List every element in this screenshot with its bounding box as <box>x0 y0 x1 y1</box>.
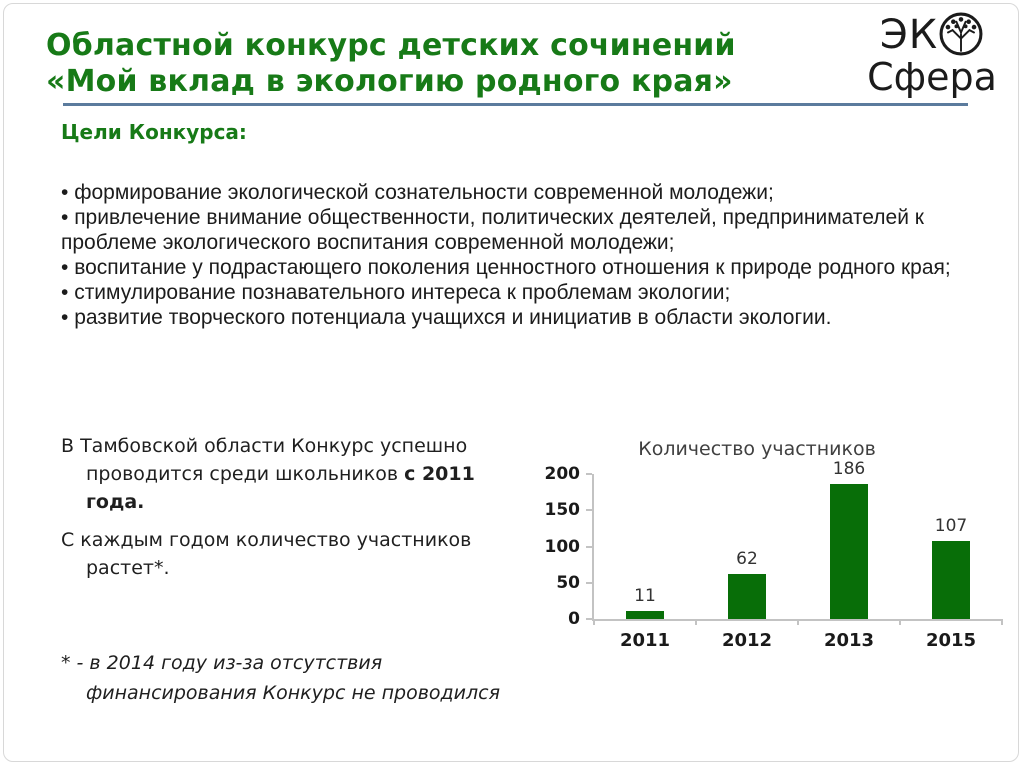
logo-text-ek: ЭК <box>879 12 939 58</box>
bar-value-label: 62 <box>736 549 758 569</box>
tree-globe-icon <box>938 12 984 58</box>
bar-group-2011 <box>594 474 696 619</box>
bar-2013 <box>830 484 868 619</box>
x-tick-mark <box>899 619 901 625</box>
chart-y-axis <box>534 464 592 629</box>
eco-sfera-logo <box>854 10 1010 97</box>
title-line-1: Областной конкурс детских сочинений <box>46 28 736 63</box>
x-axis-label: 2011 <box>619 630 671 651</box>
y-tick-label: 50 <box>556 572 580 593</box>
paragraph-history <box>61 432 511 516</box>
bar-group-2012 <box>696 474 798 619</box>
bar-2011 <box>626 611 664 619</box>
goal-item <box>61 255 981 280</box>
y-tick-label: 100 <box>544 536 580 557</box>
history-text-bold: с 2011 года. <box>86 463 475 513</box>
x-tick-mark <box>593 619 595 625</box>
goals-list <box>61 180 981 330</box>
bar-group-2015 <box>900 474 1002 619</box>
x-tick-mark <box>797 619 799 625</box>
slide <box>3 3 1019 762</box>
y-tick-label: 200 <box>544 464 580 484</box>
goal-text: привлечение внимание общественности, политических деятелей, предпринимателей к проблеме экологического воспитания современной молодежи; <box>61 206 924 254</box>
y-tick-label: 0 <box>568 609 580 629</box>
goal-item <box>61 180 981 205</box>
chart-x-labels <box>594 630 1002 651</box>
bullet-marker: • <box>61 306 75 329</box>
goal-text: стимулирование познавательного интереса к проблемам экологии; <box>74 281 731 304</box>
bar-group-2013 <box>798 459 900 619</box>
x-axis-label: 2012 <box>721 630 773 651</box>
goal-text: воспитание у подрастающего поколения ценностного отношения к природе родного края; <box>74 256 951 279</box>
footnote-text: * - в 2014 году из-за отсутствия финансирования Конкурс не проводился <box>61 652 501 704</box>
chart-title: Количество участников <box>638 438 876 460</box>
participants-chart <box>534 438 1014 651</box>
chart-body <box>534 459 1014 629</box>
y-tick-label: 150 <box>544 500 580 521</box>
page-title <box>46 28 736 100</box>
title-line-2: «Мой вклад в экологию родного края» <box>46 64 733 99</box>
history-text: В Тамбовской области Конкурс успешно проводится среди школьников <box>61 435 468 485</box>
goal-item <box>61 305 981 330</box>
goal-text: развитие творческого потенциала учащихся и инициатив в области экологии. <box>74 306 832 329</box>
bullet-marker: • <box>61 206 75 229</box>
paragraph-growth: С каждым годом количество участников растет*. <box>61 529 472 579</box>
footnote <box>61 648 526 718</box>
x-tick-mark <box>1001 619 1003 625</box>
bar-value-label: 11 <box>634 586 656 606</box>
goal-item <box>61 280 981 305</box>
chart-plot <box>592 459 1002 621</box>
logo-line-1 <box>854 10 1010 60</box>
x-axis-label: 2015 <box>925 630 977 651</box>
header-divider <box>63 103 968 106</box>
bar-2015 <box>932 541 970 619</box>
bar-value-label: 186 <box>832 459 866 479</box>
bullet-marker: • <box>61 181 75 204</box>
x-axis-label: 2013 <box>823 630 875 651</box>
goal-text: формирование экологической сознательности современной молодежи; <box>74 181 774 204</box>
bullet-marker: • <box>61 256 75 279</box>
tambov-text-block <box>61 432 511 592</box>
logo-line-2: Сфера <box>867 55 997 99</box>
goals-heading: Цели Конкурса: <box>61 120 247 144</box>
goal-item <box>61 205 981 255</box>
bar-2012 <box>728 574 766 619</box>
x-tick-mark <box>695 619 697 625</box>
bar-value-label: 107 <box>934 516 968 536</box>
bullet-marker: • <box>61 281 75 304</box>
